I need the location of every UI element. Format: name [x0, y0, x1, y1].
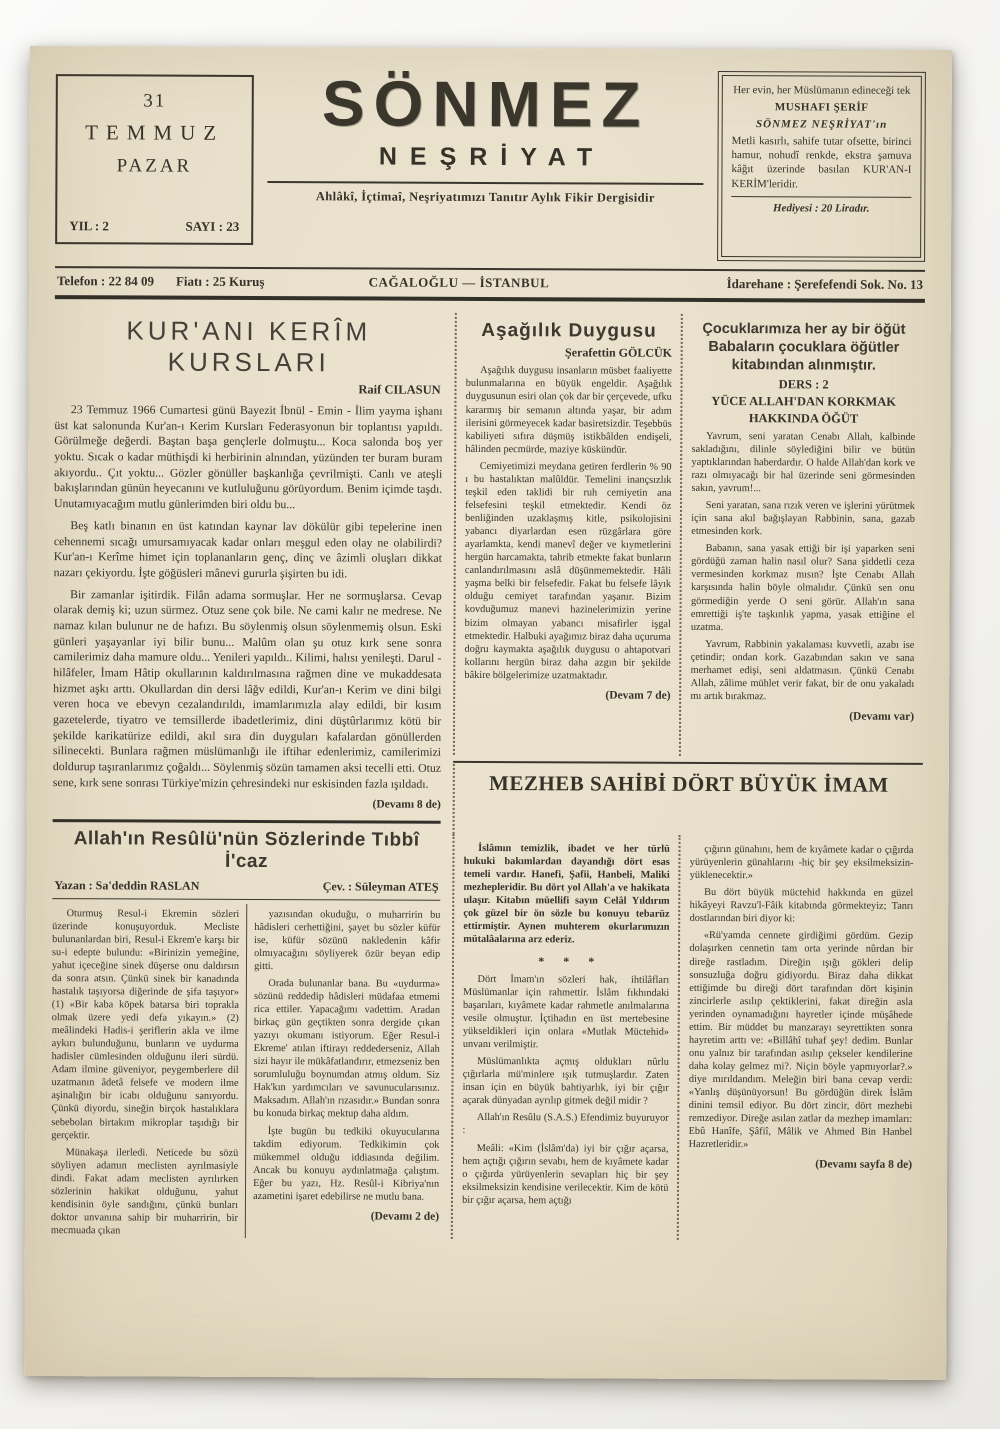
year-label: YIL : 2	[69, 218, 109, 234]
paragraph: yazısından okuduğu, o muharririn bu hâdisleri cerhettiğini, şayet bu sözler küfür ise, küfür sözünü nakledenin kâfir olmıyacağını söyliyerek özür beyan edip gitti.	[254, 908, 441, 972]
column-left	[51, 311, 455, 1239]
date-month: TEMMUZ	[85, 120, 225, 145]
newspaper-page	[24, 46, 952, 1380]
sub-column-right	[245, 903, 441, 1238]
tagline: Ahlâkî, İçtimaî, Neşriyatımızı Tanıtır Aylık Fikir Dergisidir	[267, 181, 703, 210]
mezheb-sub-column-right	[677, 835, 922, 1241]
column-right	[679, 314, 925, 757]
article-mezheb-headline	[453, 761, 923, 836]
location: CAĞALOĞLU — İSTANBUL	[368, 274, 550, 291]
date-box	[55, 74, 254, 245]
paragraph: «Rü'yamda cennete girdiğimi gördüm. Gezip dolaşırken cennetin tam orta yerinde nûrdan bir direğe rastladım. Direğin ışığı gökleri delip sonsuzluğa doğru gidiyordu. Biraz daha dikkat ettiğimde bu direği dört tarafından dört kişinin zincirlerle asılıp çektiklerini, fakat direğin asla yerinden oynamadığını hayretler içinde müşâhede ettim. Bir müddet bu manzarayı seyrettikten sonra hayretim arttı ve: «Billâhî tuhaf şey! dedim. Bunlar onu yalnız bir tarafından asılıp çekseler kendilerine daha kolay gelmez mi?. Niçin böyle yapmıyorlar?.» diye mırıldandım. Meleğin biri bana cevap verdi: «Yanlış düşünüyorsun! Bu gördüğün direk İslâm dinini temsil ediyor. Bu dört zincir, dört mezhebi remzediyor. Direğe asılan zatlar da mezhep imamları: Ebû Hanîfe, Şâfiî, Mâlik ve Ahmed Bin Hanbel Hazretleridir.»	[688, 930, 914, 1151]
section-separator: * * *	[538, 953, 603, 969]
lesson-subtitle-line: YÜCE ALLAH'DAN KORKMAK	[711, 394, 897, 410]
paragraph: 23 Temmuz 1966 Cumartesi günü Bayezit İbnül - Emin - İlim yayma işhanı üst kat salonunda Kur'an-ı Kerim Kursları Federasyonun bir toplantısı yapıldı. Görülmeğe değerdi. Baştan başa gençlerle dolmuştu... Koca salonda boş yer yoktu. Sıcak o kadar müthişdi ki herbirinin alnından, yüzünden ter buram buram akıyordu.. Çıt yoktu... Gözler gönüller başkanlığa çevrilmişti. Canlı ve ateşli bakışlarından günün heyecanını ve kutluluğunu görüyordum. Benim içimde taşdı. Unutamıyacağım mutlu günlerimden biri oldu bu...	[53, 402, 443, 512]
issue-label: SAYI : 23	[185, 218, 240, 234]
paragraph: Bu dört büyük müctehid hakkında en güzel hikâyeyi Ravzu'l-Fâik kitabında görmekteyiz; Tanrı dostlarından biri diyor ki:	[689, 887, 914, 925]
price: Fiatı : 25 Kuruş	[175, 273, 265, 290]
paragraph: Aşağılık duygusu insanların müsbet faaliyette bulunmalarına en büyük engeldir. Aşağılık duygusunun esiri olan çok dar bir çerçevede, ufku kararmış bir semanın altında yaşar, bir adım ilerisini görmeyecek kadar basiretsizdir. Teşebbüs kabiliyeti sıfıra düşmüş istikbâlden endişeli, hâlinden pecmürde, maziye küskündür.	[465, 365, 672, 456]
article-byline: Şerafettin GÖLCÜK	[565, 345, 673, 360]
paragraph: Müslümanlıkta açmış oldukları nûrlu çığırlarla mü'minlere ışık tutmuşlardır. Zaten insan için en büyük bahtiyarlık, iyi bir çığır açarak dünyadan ayrılıp gitmek değil midir ?	[462, 1056, 669, 1108]
info-row	[55, 266, 925, 303]
article-title: Aşağılık Duygusu	[481, 319, 657, 342]
continuation-note: (Devam 7 de)	[605, 689, 671, 702]
paragraph: İslâmın temizlik, ibadet ve her türlü hukuki bakımlardan dayandığı dört esas temeli vardır. Hanefi, Şafii, Hanbeli, Maliki mezhepleridir. Bu dört yol Allah'a ve hakikata ulaşır. Kitabın müellifi sayın Celâl Yıldırım çok güzel bir ön sözle bu konuyu tebarüz ettirmiştir. Aynen muhterem okurlarımızın mütalâalarına arz ederiz.	[463, 842, 670, 946]
promo-body: Metli kasırlı, sahife tutar ofsette, birinci hamur, nohudî renkde, ekstra şamuva kâğıt üzerinde basılan KUR'AN-I KERİM'leridir.	[731, 134, 912, 191]
divider	[53, 819, 441, 824]
continuation-note: (Devamı 2 de)	[370, 1210, 440, 1223]
article-title-line: Babaların çocuklara öğütler	[708, 339, 900, 356]
article-asagilik-duygusu	[464, 319, 672, 703]
office-address: İdarehane : Şerefefendi Sok. No. 13	[726, 276, 924, 292]
mezheb-sub-column-left	[451, 834, 679, 1240]
promo-intro: Her evin, her Müslümanın edineceği tek	[733, 84, 911, 97]
magazine-subtitle: NEŞRİYAT	[378, 142, 606, 172]
lesson-number: DERS : 2	[778, 377, 829, 392]
article-byline: Raif CILASUN	[358, 382, 441, 397]
paragraph: Cemiyetimizi meydana getiren ferdlerin % 90 ı bu hastalıktan malûldür. Temelini inançsızlık teşkil eden taklidi bir ruh cemiyetin ana felsefesini teşkil etmektedir. Kendi öz benliğinden uzaklaşmış kitle, psikolojisini yabancı diyarlardan esen rüzgârlara göre ayarlamkta, kendi manevî değer ve kıymetlerini hergün harcamakta, tahrib etmekte fakat bunların canlandırılmasını aslâ düşünmemektedir. Hâli yaşma belki bir felsefedir. Fakat bu felsefe lâyık olduğu cemiyet tarafından yaşanır. Bizim kovduğumuz manevi hazinelerimizin yerine bizim olmayan yabancı misafirler işgal etmektedir. Halbuki ayağımız biraz daha uçuruma doğru kaymakta aşağılık duygusu o ahtapotvari kollarını hergün biraz daha azgın bir şekilde bâkire bölgelerimize uzatmaktadır.	[464, 460, 672, 682]
paragraph: Meâli: «Kim (İslâm'da) iyi bir çığır açarsa, hem açtığı çığırın sevabı, hem de kıyâmete kadar o çığırda yürüyenlerin sevapları hiç bir şey eksilmeksizin kendisine verilecektir. Kim de kötü bir çığır açarsa, hem açtığı	[462, 1142, 669, 1207]
date-weekday: PAZAR	[116, 155, 193, 177]
paragraph: Babanın, sana yasak ettiği bir işi yaparken seni gördüğü zaman halin nasıl olur? Sana şiddetli ceza vermesinden korkmaz mısın? İşte Cenabı Allah karşısında halin böyle olmalıdır. Çünkü sen onu görmediğin yerde O seni görür. Allah'ın sana emrettiği iş'te taşkınlık yapma, yasak ettiğine el uzatma.	[690, 543, 915, 633]
paragraph: Beş katlı binanın en üst katından kaynar lav dökülür gibi tepelerine inen cehennemi sıcağı umursamıyacak kadar onları meşgul eden olay ne olabilirdi? Kur'an-ı Kerîme himet için toplananların genç, dinç ve âzimli oluşları dikkat nazarı çekiyordu. İşte göğüsleri mânevi gururla şişirten bu idi.	[53, 517, 443, 581]
article-title-line: Çocuklarımıza her ay bir öğüt	[702, 320, 906, 338]
article-tibbi-icaz	[51, 828, 441, 1239]
masthead	[55, 68, 926, 262]
paragraph: Dört İmam'ın sözleri hak, ihtilâfları Müslümanlar için rahmettir. İslâm fıkhındaki başarıları, kıyâmete kadar rahmetle anılmalarına vesile olmuştur. İçtihadın en üst mertebesine yükseldikleri için onlara «Mutlak Müctehid» unvanı verilmiştir.	[462, 973, 670, 1051]
sub-column-left	[51, 903, 247, 1238]
paragraph: Münakaşa ilerledi. Neticede bu sözü söyliyen adamın meclisten ayrılmasiyle dindi. Fakat adam meclisten ayrılırken sözlerinin hakikat olduğunu, yahut kendisinin öyle sandığını, çünkü bunları doktor unvanına sahip bir muharririn, bir mecmuada çıkan	[50, 1146, 239, 1237]
author-byline: Yazan : Sa'deddin RASLAN	[54, 877, 200, 893]
paragraph: Yavrum, seni yaratan Cenabı Allah, kalbinde sakladığını, dilinle söylediğini bilir ve bütün yaptıklarından haberdardır. O halde Allah'dan kork ve razı olmıyacağı bir hal üzerinde seni görmesinden sakın, yavrum!...	[691, 430, 916, 495]
article-title: KUR'ANI KERÎM KURSLARI	[126, 315, 372, 378]
paragraph: Orada bulunanlar bana. Bu «uydurma» sözünü reddedip hâdisleri müdafaa etmemi rica ettiler. Yapacağımı vadettim. Aradan birkaç gün geçtikten sonra dergide çıkan yazıyı okumanı istiyorum. Eğer Resul-i Ekreme' atılan iftirayı reddederseniz, Allah sizi hayır ile mükâfatlandırır, etmezseniz ben sorumluluğu boynumdan atmış oldum. Siz Hak'kın yardımcıları ve savunucularısınız. Maksadım. Allah'ın rızasıdır.» Bundan sonra bu konuda birkaç mektup daha aldım.	[253, 977, 441, 1121]
promo-price: Hediyesi : 20 Liradır.	[731, 196, 911, 216]
paragraph: İşte bugün bu tedkiki okuyucularına takdim ediyorum. Tedkikimin çok mükemmel olduğu iddiasında değilim. Ancak bu konuyu aydınlatmağa çalıştım. Eğer bu yazı, Hz. Resûl-i Kibriya'nın azametini işaret edebilirse ne mutlu bana.	[253, 1125, 440, 1203]
column-middle	[453, 313, 681, 756]
paragraph: Seni yaratan, sana rızık veren ve işlerini yürütmek için sana akıl bağışlayan Rabbinin, sana, gazab etmesinden kork.	[691, 500, 915, 538]
lesson-subtitle-line: HAKKINDA ÖĞÜT	[748, 410, 859, 426]
paragraph: Oturmuş Resul-i Ekremin sözleri üzerinde konuşuyorduk. Mecliste bulunanlardan biri, Resul-i Ekrem'e karşı bir su-i edepte bulundu: «Birinizin yemeğine, yahut içeceğine sinek düşerse onu daldırsın da sonra atsın. Çünkü sinek bir kanadında hastalık taşıyorsa diğerinde de şifa taşıyor» (1) «Bir kaba köpek batarsa biri toprakla olmak üzere yedi defa yıkayın.» (2) meâlindeki Hadis-i şeriflerin akla ve ilme aykırı bulunduğunu, bunların ve uydurma hadisler cümlesinden olduğunu ileri sürdü. Adam ilmine güveniyor, peygemberlere dil uzatmanın âdetâ felsefe ve modern ilme aşinalığın bir icabı olduğunu sanıyordu. Çünkü diyordu, sineğin birçok hastalıklara sebebolan birtakım mikroplar taşıdığı bir gerçektir.	[51, 907, 240, 1141]
article-title-line: kitabından alınmıştır.	[731, 357, 876, 374]
paragraph: Yavrum, Rabbinin yakalaması kuvvetli, azabı ise çetindir; ondan kork. Gazabından sakın ve sana merhamet edişi, seni aldatmasın. Çünkü Cenabı Allah, zâlime mühlet verir fakat, bir de onu yakaladı mı artık bırakmaz.	[690, 638, 915, 703]
masthead-center	[267, 69, 704, 261]
promo-box	[717, 71, 926, 262]
article-cocuklarimiza-ogut	[690, 320, 915, 725]
paragraph: çığırın günahını, hem de kıyâmete kadar o çığırda yürüyenlerin günahlarını -hiç bir şey eksilmeksizin- yüklenecektir.»	[689, 843, 914, 882]
article-title: Allah'ın Resûlü'nün Sözlerinde Tıbbî İ'caz	[73, 827, 420, 872]
paragraph: Allah'ın Resûlu (S.A.S.) Efendimiz buyuruyor :	[462, 1112, 669, 1137]
article-kurani-kerim-kurslari	[53, 315, 443, 810]
promo-publisher: SÖNMEZ NEŞRİYAT'ın	[756, 117, 888, 131]
article-title: MEZHEB SAHİBİ DÖRT BÜYÜK İMAM	[489, 770, 889, 797]
telephone: Telefon : 22 84 09	[56, 273, 155, 289]
continuation-note: (Devamı 8 de)	[372, 798, 441, 811]
body-columns	[51, 311, 925, 1241]
translator-byline: Çev. : Süleyman ATEŞ	[322, 878, 439, 894]
promo-mushaf: MUSHAFI ŞERİF	[774, 101, 869, 114]
magazine-title: SÖNMEZ	[321, 67, 650, 141]
paragraph: Bir zamanlar işitirdik. Filân adama sormuşlar. Her ne sormuşlarsa. Cevap olarak demiş ki; uzun sürmez. Otuz sene çok bile. Ne cami kalır ne medrese. Ne namaz kılan bulunur ne de hafızı. Bu söylenmiş olsun söylenmemiş olsun. Eski günleri yaşayanlar iyi bilir bunu... Malûm olan şu otuz kırk sene sonra camilerimiz daha mamure oldu... Yenileri yapıldı.. Kilimi, halısı yenileşti. Darul - hilâfeler, İmam Hâtip okullarının kaldırılmasına rağmen dine ve mukaddesata hizmet aşkı arttı. Okullardan din dersi lâğv edildi, Kur'an-ı Kerim ve dini bilgi veren hoca ve ebevyn cezalandırıldı, imamlarımızla alay edildi, bir kısım gazetelerde, tiyatro ve temsillerde ibadetlerimiz, dini düştûrlarımız kötü bir şekilde karikatürize edildi, akıl sıra din duyguları kafalardan gönüllerden silinecekti. Bunlara rağmen müslümanlığı ile iftihar edenlerimiz, camilerimizi doldurup taşıranlarımız çoğaldı... Söylenmiş sözün tamamen aksi tecelli etti. Otuz sene, kırk sene sonrası Türkiye'mizin çehresindeki nur eskisinden fazla ışıldadı.	[52, 586, 442, 791]
date-day: 31	[143, 90, 167, 112]
continuation-note: (Devamı var)	[849, 710, 915, 723]
continuation-note: (Devamı sayfa 8 de)	[815, 1158, 913, 1172]
